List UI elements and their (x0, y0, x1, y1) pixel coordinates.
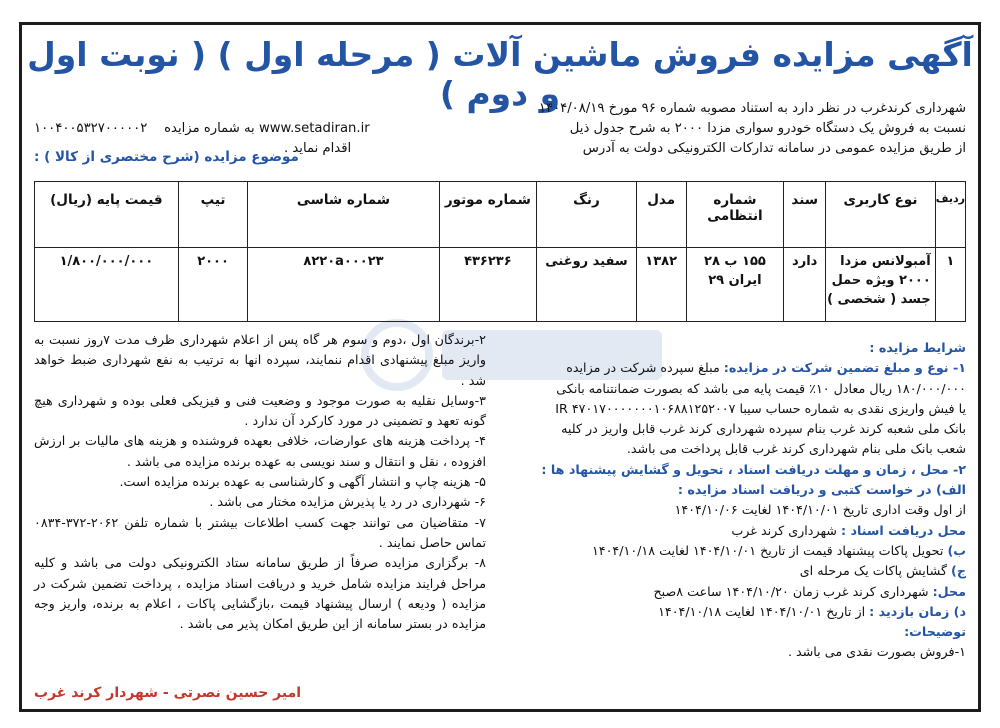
col-chassis: شماره شاسی (248, 182, 439, 248)
col-document: سند (784, 182, 826, 248)
condition-1-line-4: بانک ملی شعبه کرند غرب بنام سپرده شهرداری کرند غرب قابل واریز در کلیه (561, 421, 966, 437)
term-3: ۳-وسایل نقلیه به صورت موجود و وضعیت فنی و فیزیکی فعلی بوده و شهرداری هیچ گونه تعهد و تضمینی در مورد کارکرد آن ندارد . (34, 392, 486, 429)
notes-label: توضیحات: (904, 624, 966, 640)
col-usage: نوع کاربری (826, 182, 936, 248)
table-row (35, 248, 966, 322)
cell-engine: ۴۳۶۲۳۶ (439, 248, 537, 322)
term-7: ۷- متقاضیان می توانند جهت کسب اطلاعات بیشتر با شماره تلفن ۲۰۶۲-۳۷۲-۰۸۳۴ تماس حاصل نمایند . (34, 514, 486, 550)
condition-2a-text: از اول وقت اداری تاریخ ۱۴۰۴/۱۰/۰۱ لغایت ۱۴۰۴/۱۰/۰۶ (674, 502, 966, 518)
plate-line-1: ۱۵۵ ب ۲۸ (704, 254, 766, 269)
col-plate: شماره انتظامی (686, 182, 784, 248)
table-header-row (35, 182, 966, 248)
col-type: تیپ (178, 182, 248, 248)
terms-column (34, 330, 486, 634)
note-1: ۱-فروش بصورت نقدی می باشد . (787, 644, 966, 660)
opening-venue (514, 582, 966, 602)
cell-chassis: ۸۲۲۰a۰۰۰۲۳ (248, 248, 439, 322)
condition-1-text: مبلغ سپرده شرکت در مزایده (566, 360, 720, 376)
conditions-column (514, 338, 966, 663)
condition-1-label: ۱- نوع و مبلغ تضمین شرکت در مزایده: (723, 360, 966, 376)
visit-time (514, 602, 966, 622)
condition-2c-text: گشایش پاکات یک مرحله ای (799, 563, 947, 579)
condition-2b-text: تحویل پاکات پیشنهاد قیمت از تاریخ ۱۴۰۴/۱۰/۰۱ لغایت ۱۴۰۴/۱۰/۱۸ (591, 542, 944, 558)
condition-2a-label: الف) در خواست کتبی و دریافت اسناد مزایده : (677, 482, 966, 498)
condition-2c-label: ج) (951, 563, 966, 579)
term-4: ۴- پرداخت هزینه های عوارضات، خلافی بعهده فروشنده و هزینه های مالیات بر ارزش افزوده ، نقل و انتقال و سند نویسی به عهده برنده مزایده می باشد . (34, 433, 486, 469)
condition-2c (514, 561, 966, 581)
col-price: قیمت پایه (ریال) (35, 182, 179, 248)
term-5: ۵- هزینه چاپ و انتشار آگهی و کارشناسی به عهده برنده مزایده است. (119, 474, 486, 490)
intro-line-2 (34, 119, 966, 139)
condition-1-line-1 (514, 358, 966, 378)
intro-line-3-text: از طریق مزایده عمومی در سامانه تدارکات الکترونیکی دولت به آدرس (582, 141, 966, 156)
cell-model: ۱۳۸۲ (636, 248, 686, 322)
col-engine: شماره موتور (439, 182, 537, 248)
opening-venue-label: محل: (932, 583, 966, 599)
cell-usage: آمبولانس مزدا ۲۰۰۰ ویژه حمل جسد ( شخصی ) (826, 248, 936, 322)
cell-price: ۱/۸۰۰/۰۰۰/۰۰۰ (35, 248, 179, 322)
condition-2b (514, 541, 966, 561)
cell-row: ۱ (935, 248, 965, 322)
term-6: ۶- شهرداری در رد یا پذیرش مزایده مختار می باشد . (209, 494, 486, 510)
website-link[interactable] (34, 119, 370, 139)
col-model: مدل (636, 182, 686, 248)
intro-line-1: شهرداری کرندغرب در نظر دارد به استناد مصوبه شماره ۹۶ مورخ ۱۴۰۴/۰۸/۱۹ (538, 101, 966, 116)
condition-1-line-2: ۱۸۰/۰۰۰/۰۰۰ ریال معادل ۱۰٪ قیمت پایه می باشد که بصورت ضمانتنامه بانکی (556, 380, 966, 396)
documents-place-label: محل دریافت اسناد : (840, 522, 966, 538)
visit-time-label: د) زمان بازدید : (869, 603, 966, 619)
col-row: ردیف (935, 182, 965, 248)
auction-number: ۱۰۰۴۰۰۵۳۲۷۰۰۰۰۰۲ (34, 121, 148, 136)
condition-2-label: ۲- محل ، زمان و مهلت دریافت اسناد ، تحویل و گشایش پیشنهاد ها : (541, 461, 966, 477)
opening-venue-text: شهرداری کرند غرب زمان ۱۴۰۴/۱۰/۲۰ ساعت ۸صبح (653, 583, 929, 599)
signature: امیر حسین نصرتی - شهردار کرند غرب (34, 685, 302, 701)
notice-title: آگهی مزایده فروش ماشین آلات ( مرحله اول ) ( نوبت اول و دوم ) (27, 35, 973, 113)
condition-1-line-5: شعب بانک ملی بنام شهرداری کرند غرب قابل پرداخت می باشد. (626, 441, 966, 457)
condition-2b-label: ب) (947, 542, 966, 558)
cell-color: سفید روغنی (537, 248, 637, 322)
plate-line-2: ایران ۲۹ (708, 273, 762, 288)
auction-number-label: به شماره مزایده (164, 121, 255, 136)
items-table (34, 181, 966, 322)
subject-heading: موضوع مزایده (شرح مختصری از کالا ) : (34, 149, 299, 165)
cell-plate (686, 248, 784, 322)
act-text: اقدام نماید . (284, 141, 352, 156)
website-url: www.setadiran.ir (258, 121, 370, 136)
documents-place (514, 521, 966, 541)
cell-document: دارد (784, 248, 826, 322)
term-8: ۸- برگزاری مزایده صرفاً از طریق سامانه ستاد الکترونیکی دولت می باشد و کلیه مراحل فرایند مزایده شامل خرید و دریافت اسناد مزایده ، پرداخت تضمین شرکت در مزایده ( ودیعه ) ارسال پیشنهاد قیمت ،بازگشایی پاکات ، اعلام به برنده، واریز وجه مزایده در بستر سامانه از این طریق امکان پذیر می باشد . (34, 555, 486, 632)
documents-place-text: شهرداری کرند غرب (731, 522, 837, 538)
visit-time-text: از تاریخ ۱۴۰۴/۱۰/۰۱ لغایت ۱۴۰۴/۱۰/۱۸ (658, 603, 866, 619)
condition-1-line-3: یا فیش واریزی نقدی به شماره حساب سیبا IR ۴۷۰۱۷۰۰۰۰۰۰۰۱۰۶۸۸۱۲۵۲۰۰۷ (555, 400, 966, 416)
col-color: رنگ (537, 182, 637, 248)
term-2: ۲-برندگان اول ،دوم و سوم هر گاه پس از اعلام شهرداری ظرف مدت ۷روز نسبت به واریز مبلغ پیشنهادی اقدام ننمایند، سپرده انها به ترتیب به نفع شهرداری ضبط خواهد شد . (34, 332, 486, 388)
auction-notice (19, 22, 981, 712)
conditions-heading: شرایط مزایده : (869, 340, 966, 355)
intro-line-2-text: نسبت به فروش یک دستگاه خودرو سواری مزدا ۲۰۰۰ به شرح جدول ذیل (569, 121, 966, 136)
cell-type: ۲۰۰۰ (178, 248, 248, 322)
